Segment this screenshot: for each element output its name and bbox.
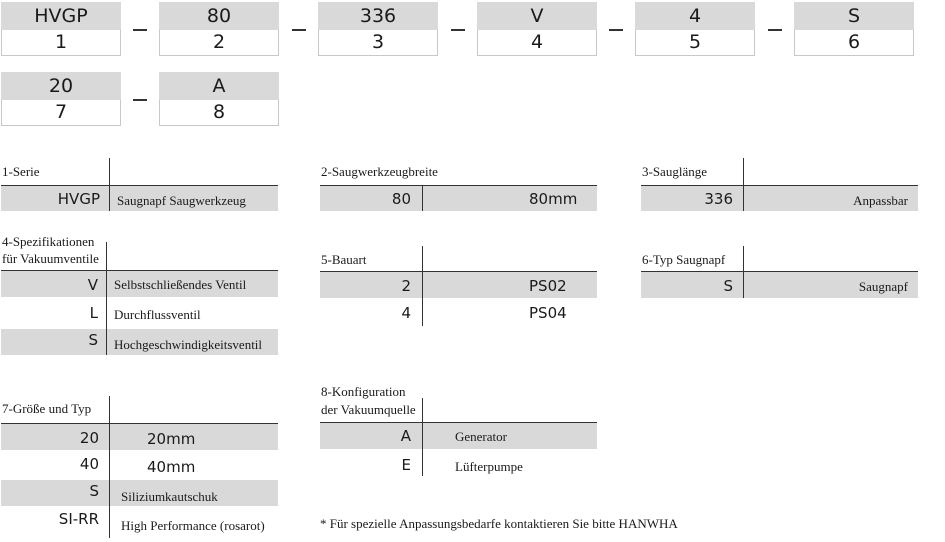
column-divider [109, 186, 110, 211]
code-value: A [159, 72, 279, 100]
table-title: 8-Konfiguration [321, 384, 406, 399]
code-index: 2 [159, 30, 279, 56]
separator-dash [451, 29, 465, 31]
code-box-1 [1, 2, 121, 57]
row-desc: 40mm [147, 458, 196, 476]
code-box-4 [477, 2, 597, 57]
code-index: 5 [635, 30, 755, 56]
column-divider [743, 272, 744, 298]
row-desc: PS04 [529, 304, 567, 322]
footnote: * Für spezielle Anpassungsbedarfe kontaktieren Sie bitte HANWHA [320, 516, 678, 531]
row-code: S [89, 482, 99, 500]
column-divider [743, 186, 744, 211]
table-subtitle: der Vakuumquelle [321, 402, 416, 417]
code-index: 4 [477, 30, 597, 56]
code-box-5 [635, 2, 755, 57]
row-code: V [87, 276, 98, 294]
separator-dash [292, 29, 306, 31]
code-box-3 [318, 2, 438, 57]
row-code: SI-RR [58, 510, 99, 528]
column-divider [422, 423, 423, 449]
code-value: 4 [635, 2, 755, 30]
row-desc: High Performance (rosarot) [121, 518, 265, 533]
row-code: 336 [704, 190, 733, 208]
row-desc: Lüfterpumpe [455, 459, 523, 474]
code-box-8 [159, 72, 279, 127]
row-desc: 80mm [529, 190, 578, 208]
table-title: 7-Größe und Typ [2, 401, 92, 416]
row-code: 80 [391, 190, 411, 208]
row-code: HVGP [57, 190, 100, 208]
code-index: 1 [1, 30, 121, 56]
column-divider [109, 424, 110, 506]
row-code: S [723, 277, 733, 295]
table-title: 4-Spezifikationen [2, 234, 95, 249]
row-desc: Generator [455, 429, 507, 444]
separator-dash [768, 29, 782, 31]
code-value: V [477, 2, 597, 30]
row-desc: Selbstschließendes Ventil [114, 277, 247, 292]
code-box-6 [794, 2, 914, 57]
row-code: A [400, 427, 411, 445]
code-box-7 [1, 72, 121, 127]
table-title: 3-Sauglänge [642, 164, 707, 179]
table-title: 1-Serie [2, 164, 40, 179]
code-value: 20 [1, 72, 121, 100]
code-box-2 [159, 2, 279, 57]
code-index: 6 [794, 30, 914, 56]
separator-dash [133, 99, 147, 101]
table-title: 5-Bauart [321, 252, 367, 267]
table-title: 6-Typ Saugnapf [642, 252, 726, 267]
separator-dash [133, 29, 147, 31]
row-desc: PS02 [529, 277, 567, 295]
code-index: 7 [1, 100, 121, 126]
row-desc: Saugnapf Saugwerkzeug [117, 193, 246, 208]
table-subtitle: für Vakuumventile [2, 251, 99, 266]
code-value: HVGP [1, 2, 121, 30]
row-code: 20 [79, 429, 99, 447]
separator-dash [609, 29, 623, 31]
row-code: L [89, 304, 98, 322]
row-code: 40 [79, 455, 99, 473]
row-desc: Siliziumkautschuk [121, 489, 218, 504]
row-code: S [88, 331, 98, 349]
row-code: E [401, 456, 411, 474]
table-title: 2-Saugwerkzeugbreite [321, 164, 438, 179]
code-value: S [794, 2, 914, 30]
code-value: 336 [318, 2, 438, 30]
row-desc: Durchflussventil [114, 307, 201, 322]
row-code: 4 [401, 304, 411, 322]
code-value: 80 [159, 2, 279, 30]
column-divider [106, 271, 107, 355]
row-desc: Hochgeschwindigkeitsventil [114, 337, 263, 352]
row-desc: Saugnapf [858, 279, 908, 294]
row-code: 2 [401, 277, 411, 295]
code-index: 8 [159, 100, 279, 126]
row-desc: 20mm [147, 430, 196, 448]
row-desc: Anpassbar [853, 193, 908, 208]
column-divider [422, 272, 423, 298]
code-index: 3 [318, 30, 438, 56]
column-divider [422, 186, 423, 211]
